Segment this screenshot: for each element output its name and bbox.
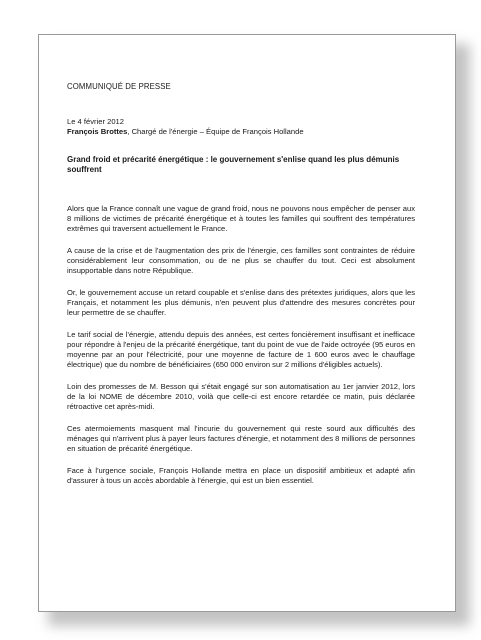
- author-name: François Brottes: [67, 127, 128, 136]
- document-page: [38, 34, 456, 612]
- document-label: COMMUNIQUÉ DE PRESSE: [67, 82, 171, 91]
- paragraph-5: Loin des promesses de M. Besson qui s'était engagé sur son automatisation au 1er janvier 2012, lors de la loi NOME de décembre 2010, voilà que celle-ci est encore retardée ce matin, puis déclarée rétroactive cet après-midi.: [67, 382, 415, 411]
- document-date: Le 4 février 2012: [67, 117, 124, 126]
- paragraph-6: Ces atermoiements masquent mal l'incurie du gouvernement qui reste sourd aux difficultés des ménages qui n'arrivent plus à payer leurs factures d'énergie, et notamment des 8 millions de personnes en situation de précarité énergétique.: [67, 424, 415, 453]
- document-headline: Grand froid et précarité énergétique : le gouvernement s'enlise quand les plus démunis souffrent: [67, 155, 400, 174]
- paragraph-3: Or, le gouvernement accuse un retard coupable et s'enlise dans des prétextes juridiques, alors que les Français, et notamment les plus démunis, n'en peuvent plus d'attendre des mesures concrètes pour leur permettre de se chauffer.: [67, 288, 415, 317]
- document-content: [67, 82, 415, 486]
- paragraph-4: Le tarif social de l'énergie, attendu depuis des années, est certes foncièrement insuffisant et inefficace pour répondre à l'enjeu de la précarité énergétique, tant du point de vue de l'aide octroyée (95 euros en moyenne par an pour l'électricité, pour une moyenne de facture de 1 600 euros avec le chauffage électrique) que du nombre de bénéficiaires (650 000 environ sur 2 millions d'éligibles actuels).: [67, 330, 415, 369]
- paragraph-2: A cause de la crise et de l'augmentation des prix de l'énergie, ces familles sont contraintes de réduire considérablement leur consommation, ou de ne plus se chauffer du tout. Ceci est absolument insupportable dans notre République.: [67, 246, 415, 275]
- author-line: [67, 127, 415, 137]
- author-role: , Chargé de l'énergie – Équipe de François Hollande: [127, 127, 304, 136]
- paragraph-1: Alors que la France connaît une vague de grand froid, nous ne pouvons nous empêcher de penser aux 8 millions de victimes de précarité énergétique et à toutes les familles qui souffrent des températures extrêmes qui traversent actuellement le France.: [67, 204, 415, 233]
- paragraph-7: Face à l'urgence sociale, François Hollande mettra en place un dispositif ambitieux et adapté afin d'assurer à tous un accès abordable à l'énergie, qui est un bien essentiel.: [67, 466, 415, 485]
